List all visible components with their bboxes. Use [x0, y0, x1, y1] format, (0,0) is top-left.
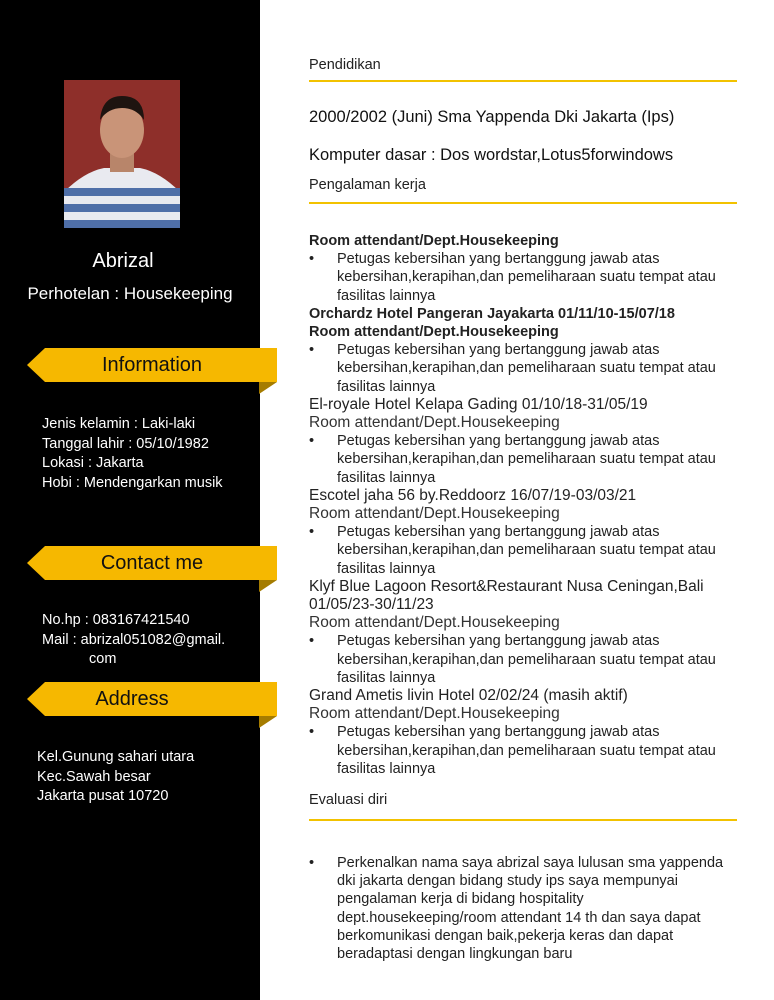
experience-heading: Pengalaman kerja	[309, 177, 426, 193]
position-title: Room attendant/Dept.Housekeeping	[309, 324, 559, 341]
education-divider	[309, 80, 737, 82]
duty-description: • Petugas kebersihan yang bertanggung jawab atas kebersihan,kerapihan,dan pemeliharaan suatu tempat atau fasilitas lainnya	[309, 723, 739, 778]
position-title: Room attendant/Dept.Housekeeping	[309, 414, 560, 432]
profile-role: Perhotelan : Housekeeping	[27, 284, 233, 303]
duty-description: • Petugas kebersihan yang bertanggung jawab atas kebersihan,kerapihan,dan pemeliharaan suatu tempat atau fasilitas lainnya	[309, 250, 739, 305]
company-name: Orchardz Hotel Pangeran Jayakarta 01/11/10-15/07/18	[309, 305, 675, 322]
address-line-2: Kec.Sawah besar	[37, 768, 151, 785]
contact-phone[interactable]: No.hp : 083167421540	[42, 612, 190, 628]
education-line-2: Komputer dasar : Dos wordstar,Lotus5forwindows	[309, 146, 674, 164]
contact-list	[42, 611, 225, 670]
information-banner	[27, 348, 277, 388]
contact-mail[interactable]: Mail : abrizal051082@gmail.	[42, 631, 226, 648]
position-title: Room attendant/Dept.Housekeeping	[309, 614, 560, 632]
company-name: Escotel jaha 56 by.Reddoorz 16/07/19-03/03/21	[309, 486, 637, 504]
contact-banner	[27, 546, 277, 586]
company-name: Grand Ametis livin Hotel 02/02/24 (masih aktif)	[309, 687, 628, 705]
info-location: Lokasi : Jakarta	[42, 455, 144, 471]
address-banner	[27, 682, 277, 722]
sidebar	[0, 0, 260, 1000]
address-list	[37, 748, 194, 807]
evaluation-text: • Perkenalkan nama saya abrizal saya lulusan sma yappenda dki jakarta dengan bidang study ips saya mempunyai pengalaman kerja di bidang hospitality dept.housekeeping/room attendant 14 th dan saya dapat berkomunikasi dengan baik,pekerja keras dan dapat beradaptasi dengan lingkungan baru	[309, 854, 729, 963]
profile-name: Abrizal	[92, 250, 154, 272]
address-line-1: Kel.Gunung sahari utara	[37, 749, 195, 765]
position-title: Room attendant/Dept.Housekeeping	[309, 233, 559, 249]
education-line-1: 2000/2002 (Juni) Sma Yappenda Dki Jakarta (Ips)	[309, 108, 675, 126]
contact-heading: Contact me	[100, 552, 204, 574]
position-title: Room attendant/Dept.Housekeeping	[309, 705, 560, 723]
company-name: El-royale Hotel Kelapa Gading 01/10/18-31/05/19	[309, 395, 648, 413]
address-line-3: Jakarta pusat 10720	[37, 788, 169, 804]
duty-description: • Petugas kebersihan yang bertanggung jawab atas kebersihan,kerapihan,dan pemeliharaan suatu tempat atau fasilitas lainnya	[309, 432, 739, 487]
information-heading: Information	[101, 354, 203, 376]
duty-description: • Petugas kebersihan yang bertanggung jawab atas kebersihan,kerapihan,dan pemeliharaan suatu tempat atau fasilitas lainnya	[309, 341, 739, 396]
education-heading: Pendidikan	[309, 57, 381, 73]
address-heading: Address	[95, 688, 169, 710]
position-title: Room attendant/Dept.Housekeeping	[309, 505, 560, 523]
profile-photo	[64, 80, 180, 228]
duty-description: • Petugas kebersihan yang bertanggung jawab atas kebersihan,kerapihan,dan pemeliharaan suatu tempat atau fasilitas lainnya	[309, 632, 739, 687]
company-name: Klyf Blue Lagoon Resort&Restaurant Nusa Ceningan,Bali 01/05/23-30/11/23	[309, 577, 704, 614]
info-gender: Jenis kelamin : Laki-laki	[42, 416, 196, 432]
info-birthdate: Tanggal lahir : 05/10/1982	[42, 435, 209, 452]
duty-description: • Petugas kebersihan yang bertanggung jawab atas kebersihan,kerapihan,dan pemeliharaan suatu tempat atau fasilitas lainnya	[309, 523, 739, 578]
evaluation-divider	[309, 819, 737, 821]
information-list	[42, 415, 223, 493]
experience-divider	[309, 202, 737, 204]
evaluation-heading: Evaluasi diri	[309, 792, 388, 808]
contact-mail-continued[interactable]: com	[89, 651, 117, 667]
experience-list	[309, 232, 739, 778]
info-hobby: Hobi : Mendengarkan musik	[42, 474, 223, 491]
